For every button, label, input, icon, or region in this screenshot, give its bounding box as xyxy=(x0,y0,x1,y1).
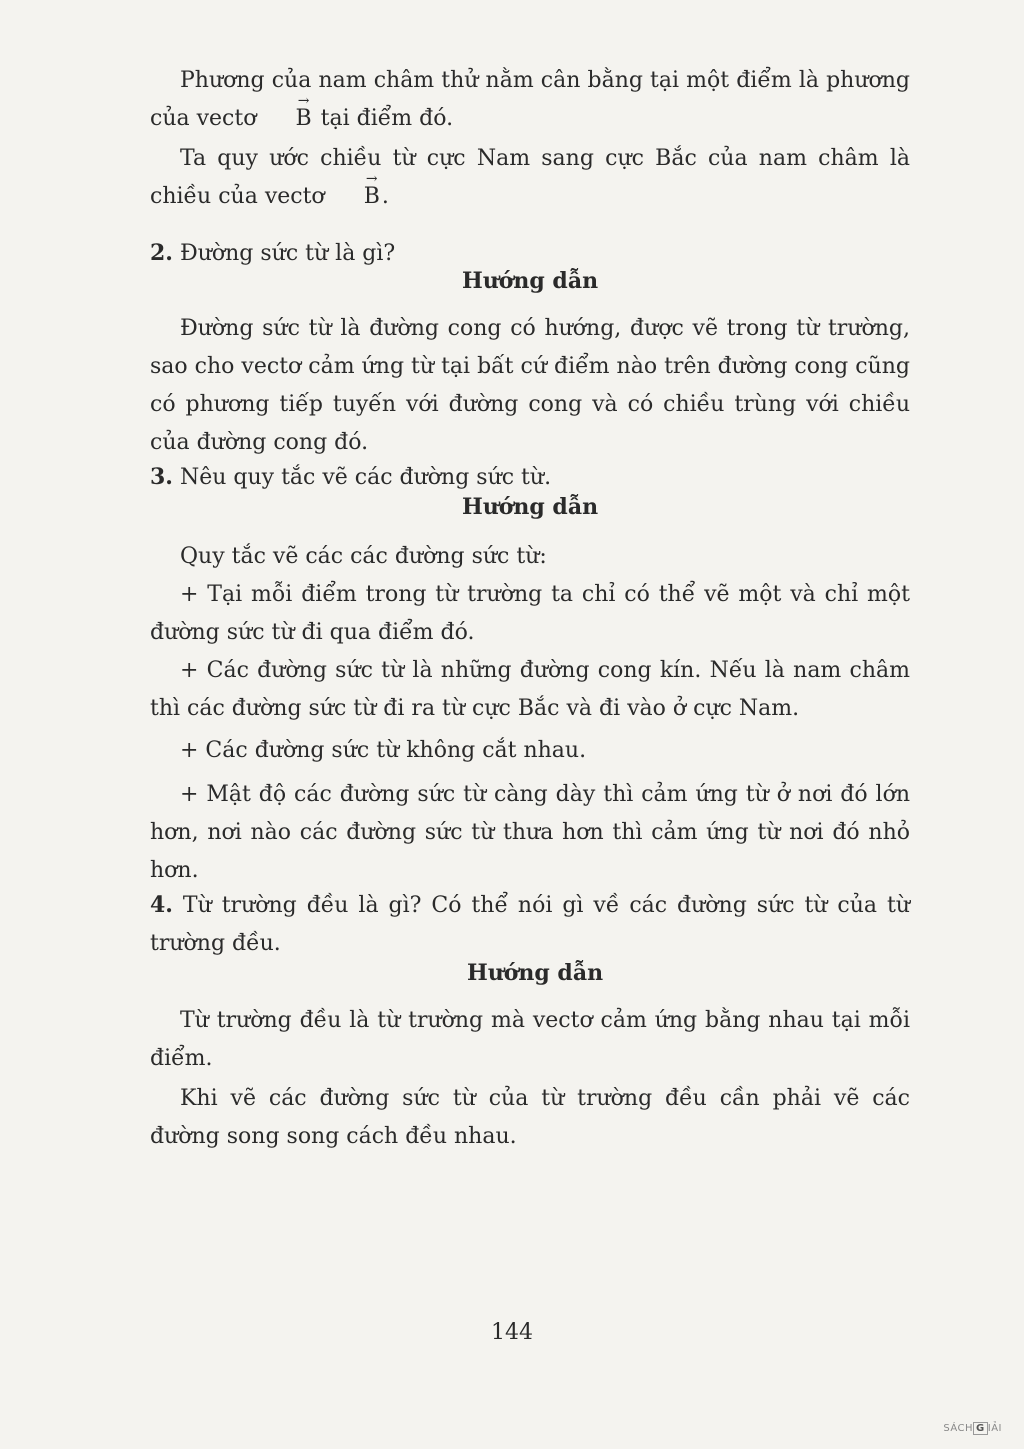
question-4-number: 4. xyxy=(150,892,173,918)
question-4-text: Từ trường đều là gì? Có thể nói gì về các đường sức từ của từ trường đều. xyxy=(150,893,910,956)
paragraph-direction-tail: tại điểm đó. xyxy=(320,106,454,131)
answer-3-intro: Quy tắc vẽ các các đường sức từ: xyxy=(180,544,547,569)
question-2-text: Đường sức từ là gì? xyxy=(179,241,396,266)
paragraph-convention-text: Ta quy ước chiều từ cực Nam sang cực Bắc của nam châm là chiều của vectơ xyxy=(150,146,910,209)
question-4 xyxy=(150,886,910,963)
paragraph-direction xyxy=(150,62,910,138)
page-number: 144 xyxy=(491,1320,533,1345)
answer-3-rule-2: + Các đường sức từ là những đường cong kín. Nếu là nam châm thì các đường sức từ đi ra từ cực Bắc và đi vào ở cực Nam. xyxy=(150,658,910,721)
watermark-logo: SÁCH G IẢI xyxy=(943,1423,1002,1434)
paragraph-direction-text: Phương của nam châm thử nằm cân bằng tại một điểm là phương của vectơ xyxy=(150,68,910,131)
vector-b-symbol-2: → B xyxy=(363,171,380,209)
guide-heading-3: Hướng dẫn xyxy=(461,494,599,520)
question-3-number: 3. xyxy=(150,464,173,490)
question-2-number: 2. xyxy=(150,240,173,266)
answer-4-drawing: Khi vẽ các đường sức từ của từ trường đều cần phải vẽ các đường song song cách đều nhau. xyxy=(150,1086,910,1149)
question-3-text: Nêu quy tắc vẽ các đường sức từ. xyxy=(179,465,552,490)
answer-3-rule-1: + Tại mỗi điểm trong từ trường ta chỉ có thể vẽ một và chỉ một đường sức từ đi qua điểm đó. xyxy=(150,582,910,645)
question-3 xyxy=(150,458,910,497)
answer-3-rule-3: + Các đường sức từ không cắt nhau. xyxy=(180,738,587,763)
answer-3-rule-4: + Mật độ các đường sức từ càng dày thì cảm ứng từ ở nơi đó lớn hơn, nơi nào các đường sức từ thưa hơn thì cảm ứng từ nơi đó nhỏ hơn. xyxy=(150,782,910,883)
answer-4-definition: Từ trường đều là từ trường mà vectơ cảm ứng bằng nhau tại mỗi điểm. xyxy=(150,1008,910,1071)
paragraph-convention: Ta quy ước chiều từ cực Nam sang cực Bắc của nam châm là chiều của vectơ → B. xyxy=(150,140,910,216)
answer-2: Đường sức từ là đường cong có hướng, được vẽ trong từ trường, sao cho vectơ cảm ứng từ tại bất cứ điểm nào trên đường cong cũng có phương tiếp tuyến với đường cong và có chiều trùng với chiều của đường cong đó. xyxy=(150,316,910,455)
guide-heading-2: Hướng dẫn xyxy=(461,268,599,294)
guide-heading-4: Hướng dẫn xyxy=(466,960,604,986)
vector-b-symbol: → B xyxy=(295,93,312,131)
